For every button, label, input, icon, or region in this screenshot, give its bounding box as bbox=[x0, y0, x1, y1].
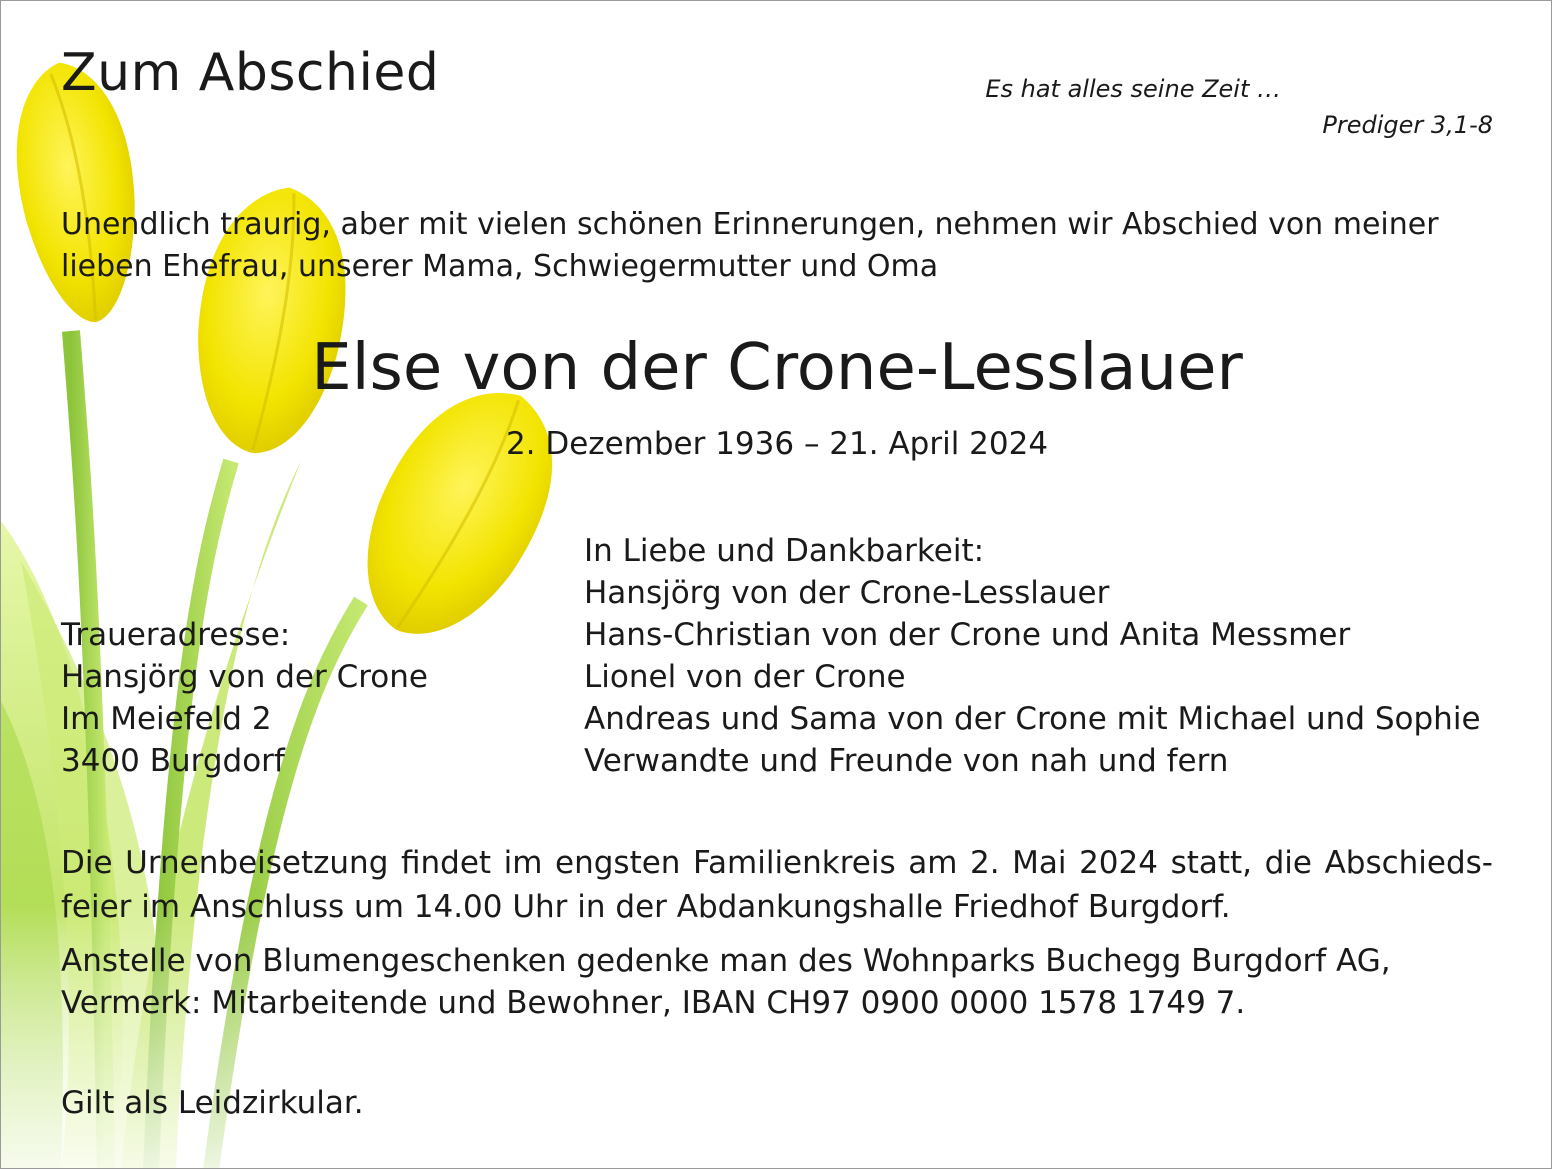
motto-quote: Es hat alles seine Zeit … bbox=[985, 75, 1281, 103]
donation-notice bbox=[61, 940, 1391, 1024]
intro-text bbox=[61, 204, 1501, 288]
donation-line: Vermerk: Mitarbeitende und Bewohner, IBAN CH97 0900 0000 1578 1749 7. bbox=[61, 985, 1246, 1021]
mourner-name: Andreas und Sama von der Crone mit Michael und Sophie bbox=[584, 701, 1481, 737]
address-line: Im Meiefeld 2 bbox=[61, 701, 272, 737]
mourner-name: Lionel von der Crone bbox=[584, 659, 906, 695]
ceremony-line: feier im Anschluss um 14.00 Uhr in der Abdankungshalle Friedhof Burgdorf. bbox=[61, 889, 1231, 925]
mourners-label: In Liebe und Dankbarkeit: bbox=[584, 533, 985, 569]
mourner-name: Verwandte und Freunde von nah und fern bbox=[584, 743, 1229, 779]
mourning-address bbox=[61, 614, 428, 782]
address-line: 3400 Burgdorf bbox=[61, 743, 285, 779]
closing-note: Gilt als Leidzirkular. bbox=[61, 1085, 364, 1121]
intro-line: lieben Ehefrau, unserer Mama, Schwiegermutter und Oma bbox=[61, 249, 939, 284]
address-line: Hansjörg von der Crone bbox=[61, 659, 428, 695]
motto-reference: Prediger 3,1-8 bbox=[1322, 111, 1493, 139]
ceremony-line: Die Urnenbeisetzung findet im engsten Familienkreis am 2. Mai 2024 statt, die Abschieds- bbox=[61, 845, 1493, 881]
intro-line: Unendlich traurig, aber mit vielen schönen Erinnerungen, nehmen wir Abschied von meiner bbox=[61, 207, 1439, 242]
page-heading: Zum Abschied bbox=[61, 43, 440, 103]
mourner-name: Hansjörg von der Crone-Lesslauer bbox=[584, 575, 1110, 611]
address-label: Traueradresse: bbox=[61, 617, 291, 653]
mourners-list bbox=[584, 530, 1481, 782]
ceremony-notice bbox=[61, 841, 1493, 929]
life-dates: 2. Dezember 1936 – 21. April 2024 bbox=[505, 426, 1049, 462]
donation-line: Anstelle von Blumengeschenken gedenke man des Wohnparks Buchegg Burgdorf AG, bbox=[61, 943, 1391, 979]
mourner-name: Hans-Christian von der Crone und Anita Messmer bbox=[584, 617, 1351, 653]
deceased-name: Else von der Crone-Lesslauer bbox=[311, 331, 1243, 405]
